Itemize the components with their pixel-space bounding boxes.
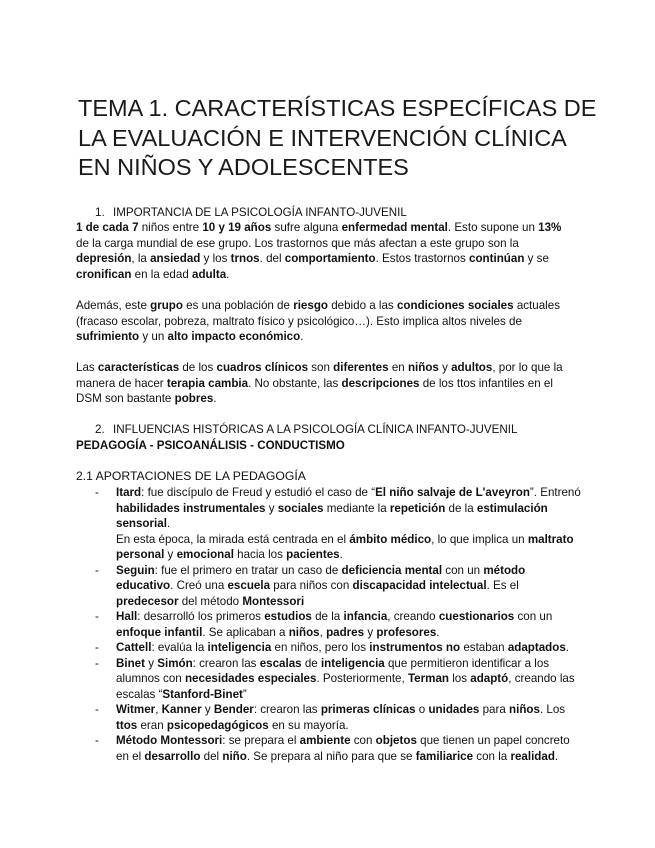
bold-text: discapacidad intelectual: [352, 579, 487, 592]
bold-text: 10 y 19 años: [202, 221, 272, 234]
bullet-marker: -: [95, 703, 99, 716]
bold-text: ansiedad: [150, 252, 201, 265]
bold-text: padres: [326, 625, 365, 639]
bold-text: necesidades especiales: [184, 672, 317, 685]
bold-text: ámbito médico: [349, 532, 432, 546]
text-run: .: [554, 749, 559, 763]
paragraph: [76, 360, 576, 407]
text-run: de: [301, 656, 321, 670]
list-item-text: [116, 702, 581, 733]
bullet-list: [76, 485, 581, 764]
bold-text: Bender: [213, 703, 254, 716]
text-run: y un: [139, 330, 168, 343]
bold-text: adaptó: [470, 672, 509, 685]
text-run: que tienen un papel concreto en el: [116, 734, 570, 763]
bold-text: niños: [407, 361, 439, 374]
bold-text: cuestionarios: [438, 610, 515, 623]
bold-text: psicopedagógicos: [166, 718, 269, 732]
text-run: hacia los: [233, 548, 287, 561]
text-run: ”. Entrenó: [529, 486, 581, 499]
bold-text: familiarice: [415, 749, 474, 763]
bold-text: terapia cambia: [166, 376, 249, 390]
text-run: son: [308, 361, 334, 374]
text-run: en su mayoría.: [268, 718, 349, 732]
bold-text: alto impacto económico: [167, 330, 301, 343]
text-run: . Estos trastornos: [375, 252, 470, 265]
bold-text: condiciones sociales: [396, 299, 514, 312]
text-run: ,: [155, 703, 162, 716]
text-run: . Creó una: [170, 579, 228, 592]
bold-text: realidad: [510, 749, 555, 763]
bold-text: características: [97, 361, 180, 374]
bold-text: desarrollo: [144, 749, 201, 763]
bold-text: Montessori: [242, 594, 305, 608]
list-item-text: [116, 733, 581, 764]
bold-text: unidades: [428, 703, 480, 716]
bold-text: niños: [509, 703, 540, 716]
bullet-marker: -: [95, 641, 99, 654]
text-run: .: [300, 330, 304, 343]
section-1-number: 1.: [95, 206, 105, 219]
text-run: . No obstante, las: [248, 376, 342, 390]
text-run: . Se prepara al niño para que se: [246, 749, 416, 763]
bold-text: niños: [288, 625, 320, 639]
text-run: del método: [178, 594, 243, 608]
text-run: : crearon las: [253, 703, 321, 716]
bold-text: método educativo: [116, 563, 526, 592]
text-run: : desarrolló los primeros: [137, 610, 265, 623]
bold-text: ttos: [116, 718, 138, 732]
bold-text: El niño salvaje de L'aveyron: [375, 486, 530, 499]
text-run: , lo que implica un: [431, 532, 528, 546]
text-run: y: [265, 501, 278, 515]
text-run: y: [201, 703, 214, 716]
page-title: TEMA 1. CARACTERÍSTICAS ESPECÍFICAS DE LA EVALUACIÓN E INTERVENCIÓN CLÍNICA EN NIÑOS Y ADOLESCENTES: [78, 95, 597, 180]
text-run: eran: [137, 718, 167, 732]
text-run: .: [565, 641, 570, 654]
text-run: con un: [442, 563, 484, 577]
text-run: .: [213, 392, 217, 405]
text-run: .: [166, 517, 171, 530]
text-run: de los ttos infantiles en el DSM son bastante: [76, 376, 553, 405]
paragraph: [76, 298, 576, 345]
text-run: con un: [514, 610, 553, 623]
text-run: : se prepara el: [222, 734, 300, 747]
text-run: .: [436, 625, 440, 639]
bold-text: Seguin: [116, 563, 155, 577]
text-run: . Es el: [486, 579, 519, 592]
bold-text: Hall: [116, 610, 138, 623]
text-run: Las: [76, 361, 98, 374]
text-run: y: [164, 548, 177, 561]
text-run: para niños con: [270, 579, 353, 592]
bold-text: escuela: [227, 579, 271, 592]
text-run: con: [350, 734, 376, 747]
list-item-text: [116, 485, 581, 532]
bold-text: estimulación sensorial: [116, 501, 548, 530]
bold-text: Witmer: [116, 703, 156, 716]
bold-text: enfermedad mental: [341, 221, 448, 234]
text-run: .: [339, 548, 343, 561]
text-run: : fue el primero en tratar un caso de: [154, 563, 342, 577]
text-run: y se: [524, 252, 549, 265]
bold-text: Kanner: [161, 703, 202, 716]
text-run: : evalúa la: [151, 641, 208, 654]
bold-text: depresión: [76, 252, 132, 265]
list-item-text: [116, 640, 581, 656]
text-run: Además, este: [76, 299, 151, 312]
text-run: para: [479, 703, 510, 716]
list-item: [76, 563, 581, 610]
text-run: en la edad: [131, 267, 193, 281]
bold-text: adaptados: [507, 641, 566, 654]
bullet-marker: -: [95, 610, 99, 623]
section-2-number: 2.: [95, 423, 105, 436]
bold-text: estudios: [264, 610, 312, 623]
text-run: , creando las escalas “: [116, 672, 575, 701]
text-run: estaban: [460, 641, 508, 654]
bold-text: sociales: [277, 501, 324, 515]
bold-text: maltrato personal: [116, 532, 574, 561]
bold-text: descripciones: [341, 376, 420, 390]
bold-text: Método Montessori: [116, 734, 223, 747]
bold-text: diferentes: [333, 361, 389, 374]
text-run: , creando: [387, 610, 439, 623]
text-run: o: [415, 703, 429, 716]
bold-text: Cattell: [116, 641, 152, 654]
paragraph: [76, 220, 576, 282]
list-item-text: [116, 609, 581, 640]
bold-text: predecesor: [116, 594, 179, 608]
bold-text: repetición: [389, 501, 446, 515]
text-run: debido a las: [327, 299, 397, 312]
bold-text: habilidades instrumentales: [116, 501, 266, 515]
bold-text: Terman: [407, 672, 449, 685]
text-run: ”: [242, 687, 247, 701]
text-run: en: [388, 361, 408, 374]
text-run: . Posteriormente,: [316, 672, 408, 685]
text-run: que permitieron identificar a los alumnos con: [116, 656, 550, 685]
text-run: En esta época, la mirada está centrada en el: [116, 532, 350, 546]
bold-text: niño: [222, 749, 247, 763]
text-run: : fue discípulo de Freud y estudió el caso de “: [141, 486, 376, 499]
bold-text: pacientes: [286, 548, 340, 561]
bold-text: instrumentos no: [369, 641, 461, 654]
text-run: con la: [473, 749, 511, 763]
list-item-text: [116, 532, 581, 563]
bold-text: profesores: [376, 625, 437, 639]
list-item: [76, 702, 581, 733]
text-run: , la: [131, 252, 151, 265]
bold-text: enfoque infantil: [116, 625, 203, 639]
text-run: niños entre: [138, 221, 203, 234]
list-item: [76, 733, 581, 764]
text-run: es una población de: [182, 299, 294, 312]
bold-text: adultos: [451, 361, 493, 374]
bold-text: objetos: [375, 734, 417, 747]
bold-text: sufrimiento: [76, 330, 140, 343]
text-run: . del: [259, 252, 285, 265]
bold-text: comportamiento: [284, 252, 376, 265]
text-run: y los: [200, 252, 231, 265]
text-run: del: [200, 749, 223, 763]
bold-text: primeras clínicas: [320, 703, 416, 716]
subsection-title: 2.1 APORTACIONES DE LA PEDAGOGÍA: [76, 469, 306, 483]
section-2-heading-text: INFLUENCIAS HISTÓRICAS A LA PSICOLOGÍA CLÍNICA INFANTO-JUVENIL: [113, 423, 518, 436]
text-run: los: [448, 672, 471, 685]
bold-text: 13%: [538, 221, 562, 234]
bold-text: continúan: [469, 252, 525, 265]
bold-text: riesgo: [293, 299, 328, 312]
text-run: y: [438, 361, 452, 374]
text-run: ,: [319, 625, 327, 639]
text-run: de los: [179, 361, 217, 374]
bold-text: grupo: [150, 299, 183, 312]
bullet-marker: -: [95, 734, 99, 747]
section-1-heading: [95, 205, 407, 221]
bold-text: trnos: [230, 252, 260, 265]
list-item-text: [116, 656, 581, 703]
list-item: [76, 609, 581, 640]
list-item: [76, 640, 581, 656]
text-run: , por lo que la manera de hacer: [76, 361, 563, 390]
list-item-text: [116, 563, 581, 610]
bold-text: Simón: [157, 656, 193, 670]
text-run: sufre alguna: [271, 221, 342, 234]
bold-text: inteligencia: [207, 641, 272, 654]
text-run: . Esto supone un: [447, 221, 539, 234]
text-run: : crearon las: [192, 656, 260, 670]
bold-text: Binet: [116, 656, 145, 670]
text-run: de la: [311, 610, 344, 623]
list-item: [76, 656, 581, 703]
bold-text: deficiencia mental: [341, 563, 443, 577]
section-2-heading: [95, 422, 517, 438]
text-run: .: [226, 267, 230, 281]
text-run: mediante la: [323, 501, 390, 515]
bullet-marker: -: [95, 656, 99, 670]
list-item: [76, 485, 581, 563]
text-run: y: [144, 656, 158, 670]
bold-text: Stanford-Binet: [162, 687, 243, 701]
bullet-marker: -: [95, 563, 99, 577]
section-1-heading-text: IMPORTANCIA DE LA PSICOLOGÍA INFANTO-JUVENIL: [113, 206, 407, 219]
section-2-subtitle: PEDAGOGÍA - PSICOANÁLISIS - CONDUCTISMO: [76, 439, 345, 452]
bold-text: escalas: [259, 656, 302, 670]
text-run: . Se aplicaban a: [202, 625, 289, 639]
text-run: de la carga mundial de ese grupo. Los trastornos que más afectan a este grupo son la: [76, 236, 519, 250]
text-run: . Los: [539, 703, 566, 716]
bold-text: emocional: [176, 548, 234, 561]
bold-text: cuadros clínicos: [216, 361, 309, 374]
text-run: y: [364, 625, 377, 639]
bold-text: inteligencia: [320, 656, 385, 670]
bold-text: adulta: [192, 267, 227, 281]
bold-text: cronifican: [76, 267, 132, 281]
bullet-marker: -: [95, 486, 99, 499]
text-run: de la: [445, 501, 477, 515]
text-run: en niños, pero los: [271, 641, 370, 654]
bold-text: infancia: [343, 610, 388, 623]
text-run: actuales (fracaso escolar, pobreza, maltrato físico y psicológico…). Esto implica altos niveles de: [76, 299, 560, 328]
bold-text: 1 de cada 7: [76, 221, 139, 234]
bold-text: Itard: [116, 486, 142, 499]
bold-text: pobres: [174, 392, 214, 405]
bold-text: ambiente: [299, 734, 351, 747]
